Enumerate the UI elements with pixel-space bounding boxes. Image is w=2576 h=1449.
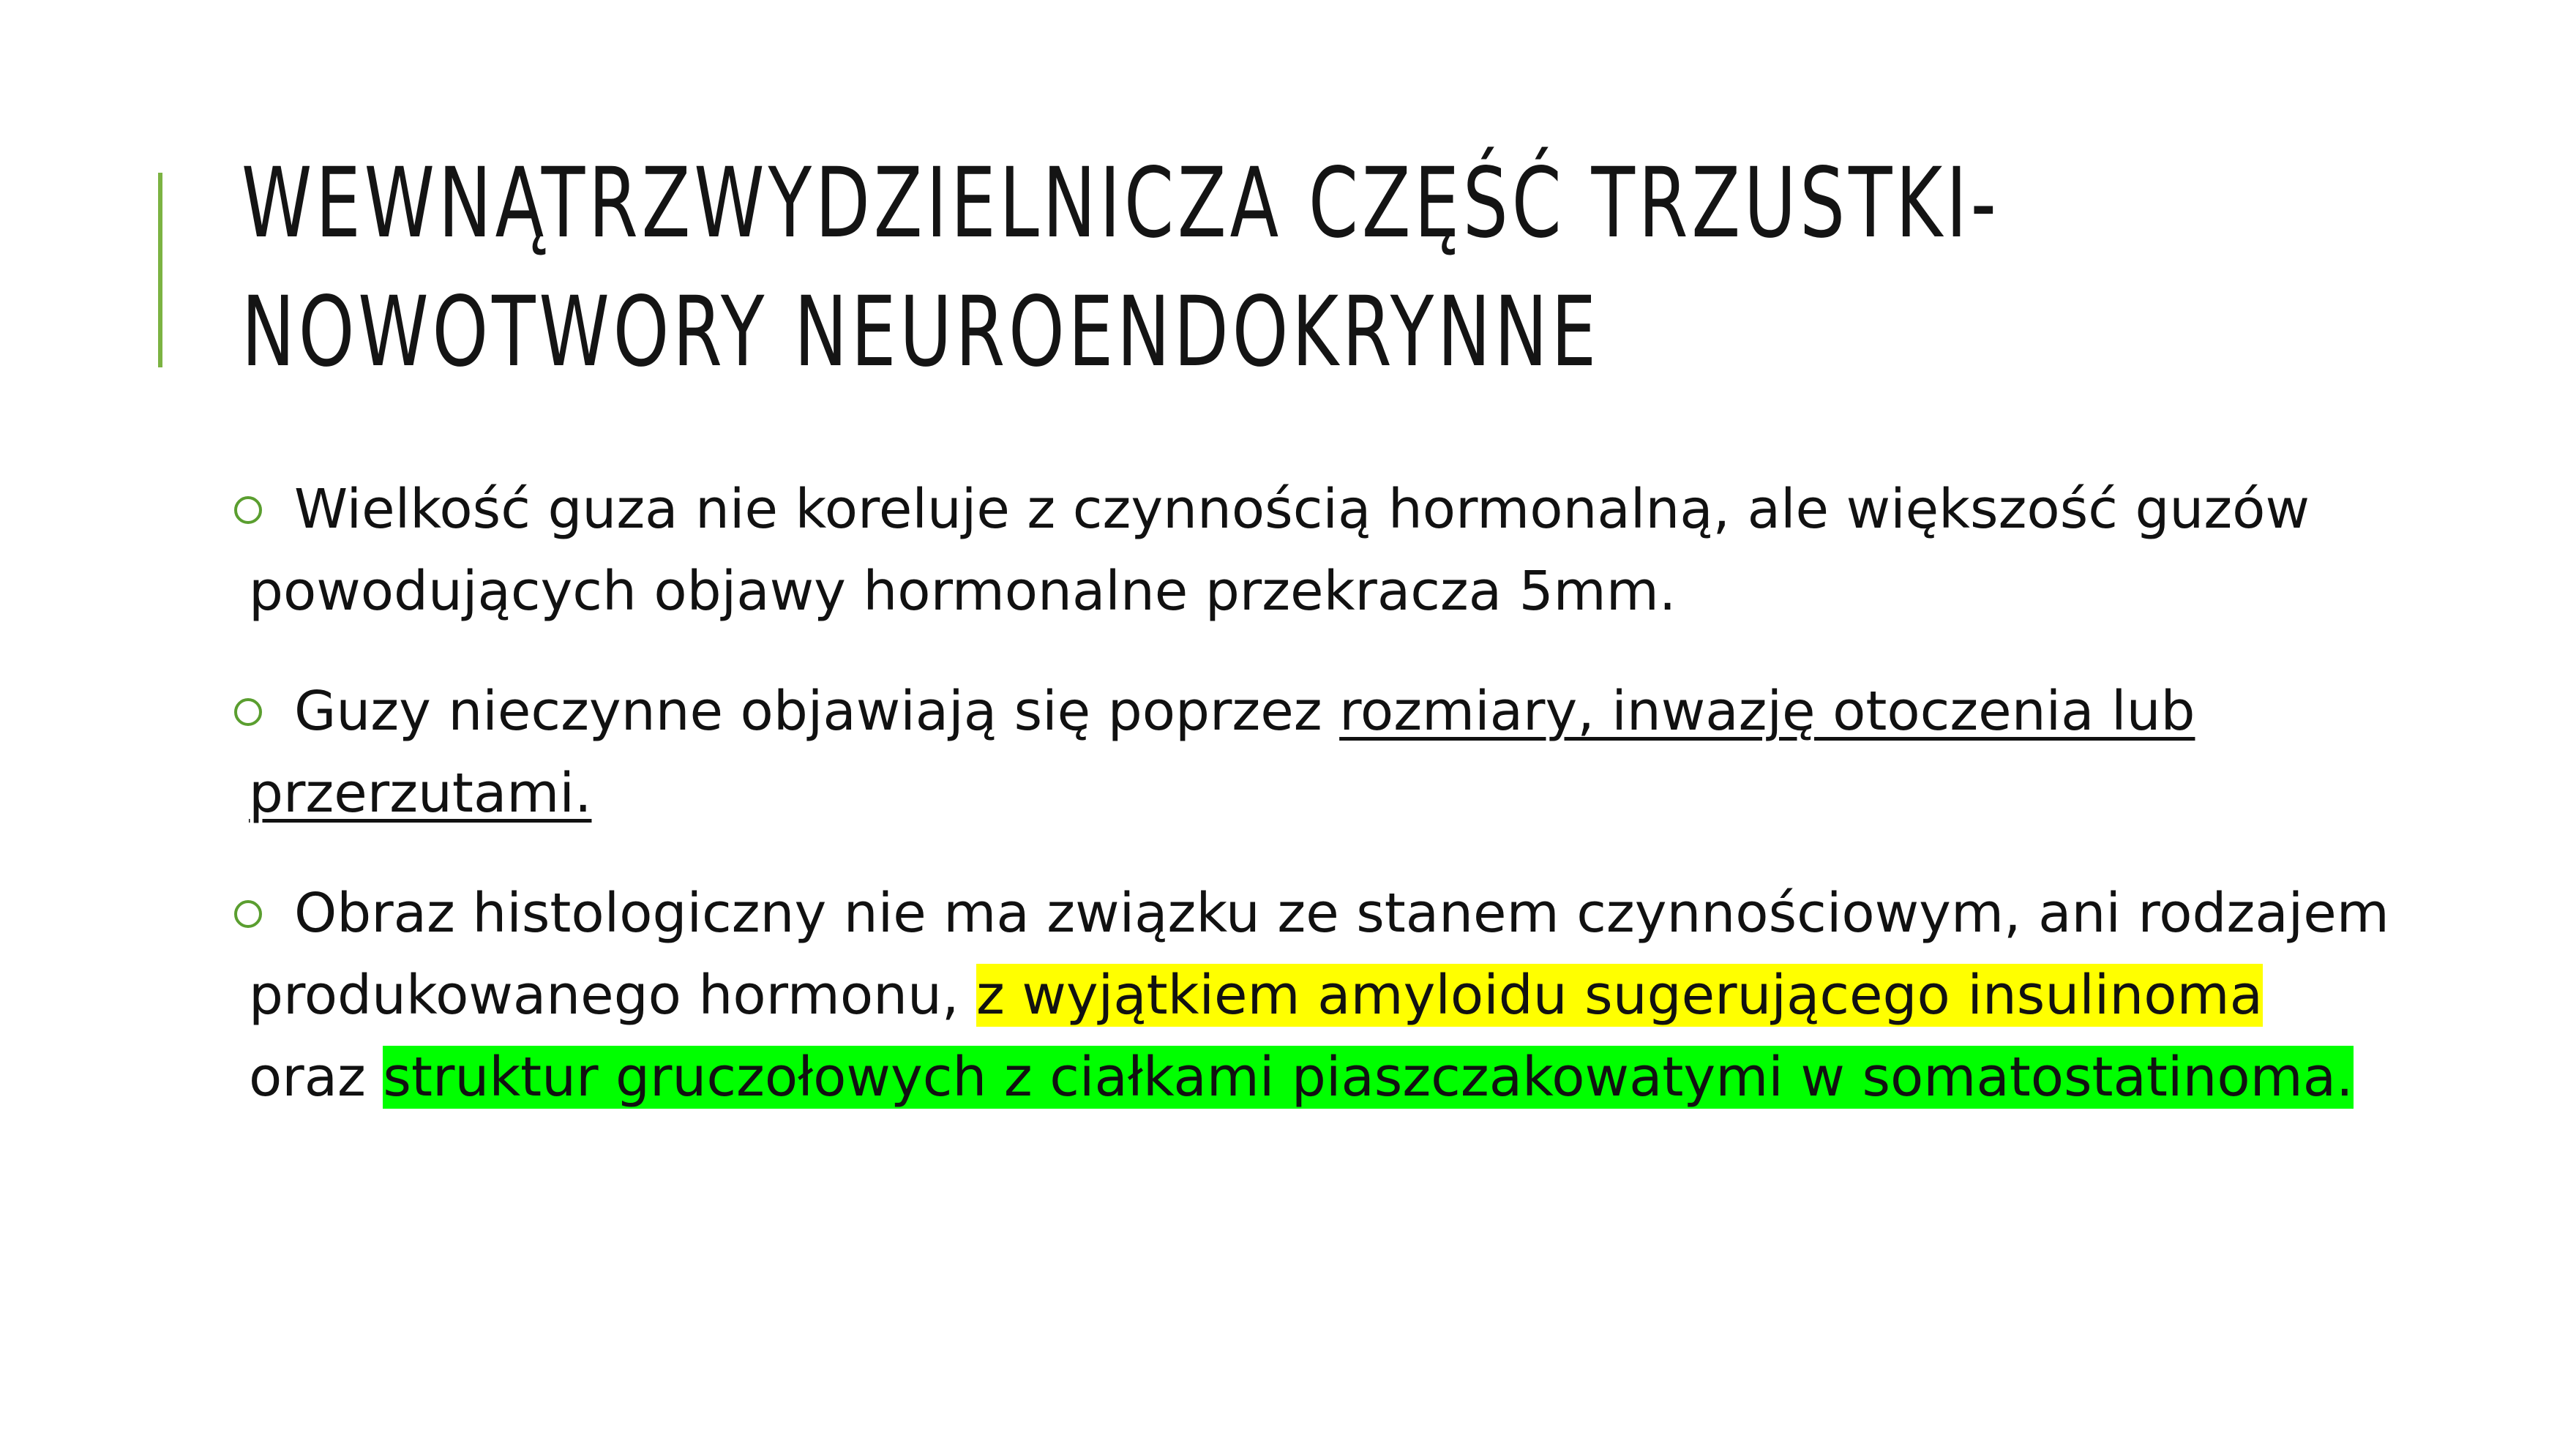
slide-title-line-1: WEWNĄTRZWYDZIELNICZA CZĘŚĆ TRZUSTKI-: [242, 147, 2000, 260]
circle-bullet-icon: [234, 900, 262, 928]
bullet-text-3: [249, 882, 2389, 1109]
bullet-text-2-plain: Guzy nieczynne objawiają się poprzez: [294, 680, 1340, 743]
slide-title: [242, 139, 2042, 397]
title-accent-bar: [158, 173, 162, 367]
bullet-text-3-highlight-yellow: z wyjątkiem amyloidu sugerującego insulinoma: [976, 964, 2263, 1027]
bullet-text-3-highlight-green: struktur gruczołowych z ciałkami piaszczakowatymi w somatostatinoma.: [383, 1046, 2354, 1109]
bullet-item-2: [227, 670, 2393, 834]
bullet-text-2: [249, 680, 2195, 825]
bullet-text-3-plain: Obraz histologiczny nie ma związku ze stanem czynnościowym, ani rodzajem produkowanego hormonu,: [249, 882, 2389, 1027]
slide-title-line-2: NOWOTWORY NEUROENDOKRYNNE: [242, 276, 1600, 389]
bullet-text-3-middle: oraz: [249, 1046, 383, 1109]
bullet-text-2-underlined: rozmiary, inwazję otoczenia lub przerzutami.: [249, 680, 2195, 825]
bullet-item-1: [227, 468, 2393, 632]
bullet-item-3: [227, 872, 2393, 1118]
circle-bullet-icon: [234, 496, 262, 524]
circle-bullet-icon: [234, 698, 262, 726]
bullet-list: [227, 468, 2393, 1156]
bullet-text-1: Wielkość guza nie koreluje z czynnością hormonalną, ale większość guzów powodujących objawy hormonalne przekracza 5mm.: [249, 478, 2310, 623]
